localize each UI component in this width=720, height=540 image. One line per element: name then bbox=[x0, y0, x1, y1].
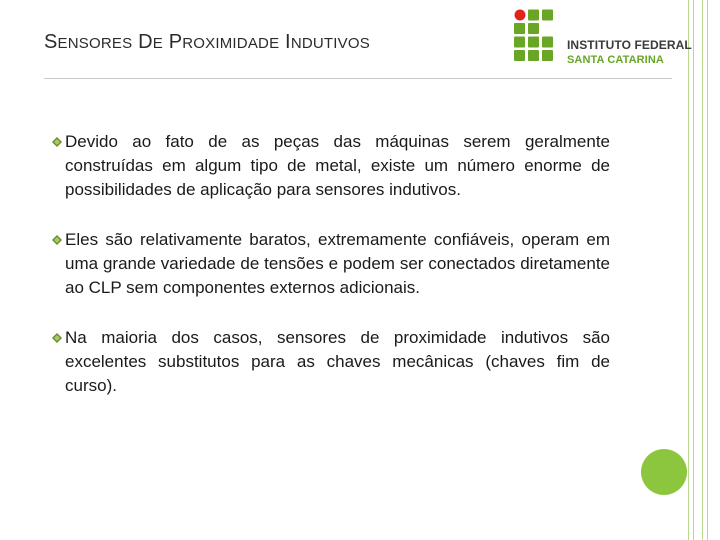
title-word-1: SENSORES bbox=[44, 31, 133, 53]
diamond-bullet-icon bbox=[52, 235, 62, 245]
decorative-line-3 bbox=[702, 0, 703, 540]
list-item bbox=[46, 130, 610, 202]
logo-text bbox=[567, 38, 692, 68]
decorative-line-1 bbox=[688, 0, 689, 540]
decorative-line-2 bbox=[693, 0, 694, 540]
logo-line-2: SANTA CATARINA bbox=[567, 54, 664, 66]
list-item bbox=[46, 326, 610, 398]
decorative-circle bbox=[641, 449, 687, 495]
logo-line-1: INSTITUTO FEDERAL bbox=[567, 38, 692, 52]
diamond-bullet-icon bbox=[52, 333, 62, 343]
title-word-2: DE bbox=[138, 31, 163, 53]
bullet-text: Na maioria dos casos, sensores de proximidade indutivos são excelentes substitutos para as chaves mecânicas (chaves fim de curso). bbox=[65, 328, 610, 395]
title-word-4: INDUTIVOS bbox=[285, 31, 370, 53]
bullet-text: Devido ao fato de as peças das máquinas serem geralmente construídas em algum tipo de metal, existe um número enorme de possibilidades de aplicação para sensores indutivos. bbox=[65, 132, 610, 199]
slide-title bbox=[44, 31, 370, 54]
title-divider bbox=[44, 78, 672, 79]
bullet-list bbox=[46, 130, 610, 424]
title-word-3: PROXIMIDADE bbox=[168, 31, 280, 53]
list-item bbox=[46, 228, 610, 300]
diamond-bullet-icon bbox=[52, 137, 62, 147]
decorative-line-4 bbox=[707, 0, 708, 540]
bullet-text: Eles são relativamente baratos, extremamente confiáveis, operam em uma grande variedade de tensões e podem ser conectados diretamente ao CLP sem componentes externos adicionais. bbox=[65, 230, 610, 297]
